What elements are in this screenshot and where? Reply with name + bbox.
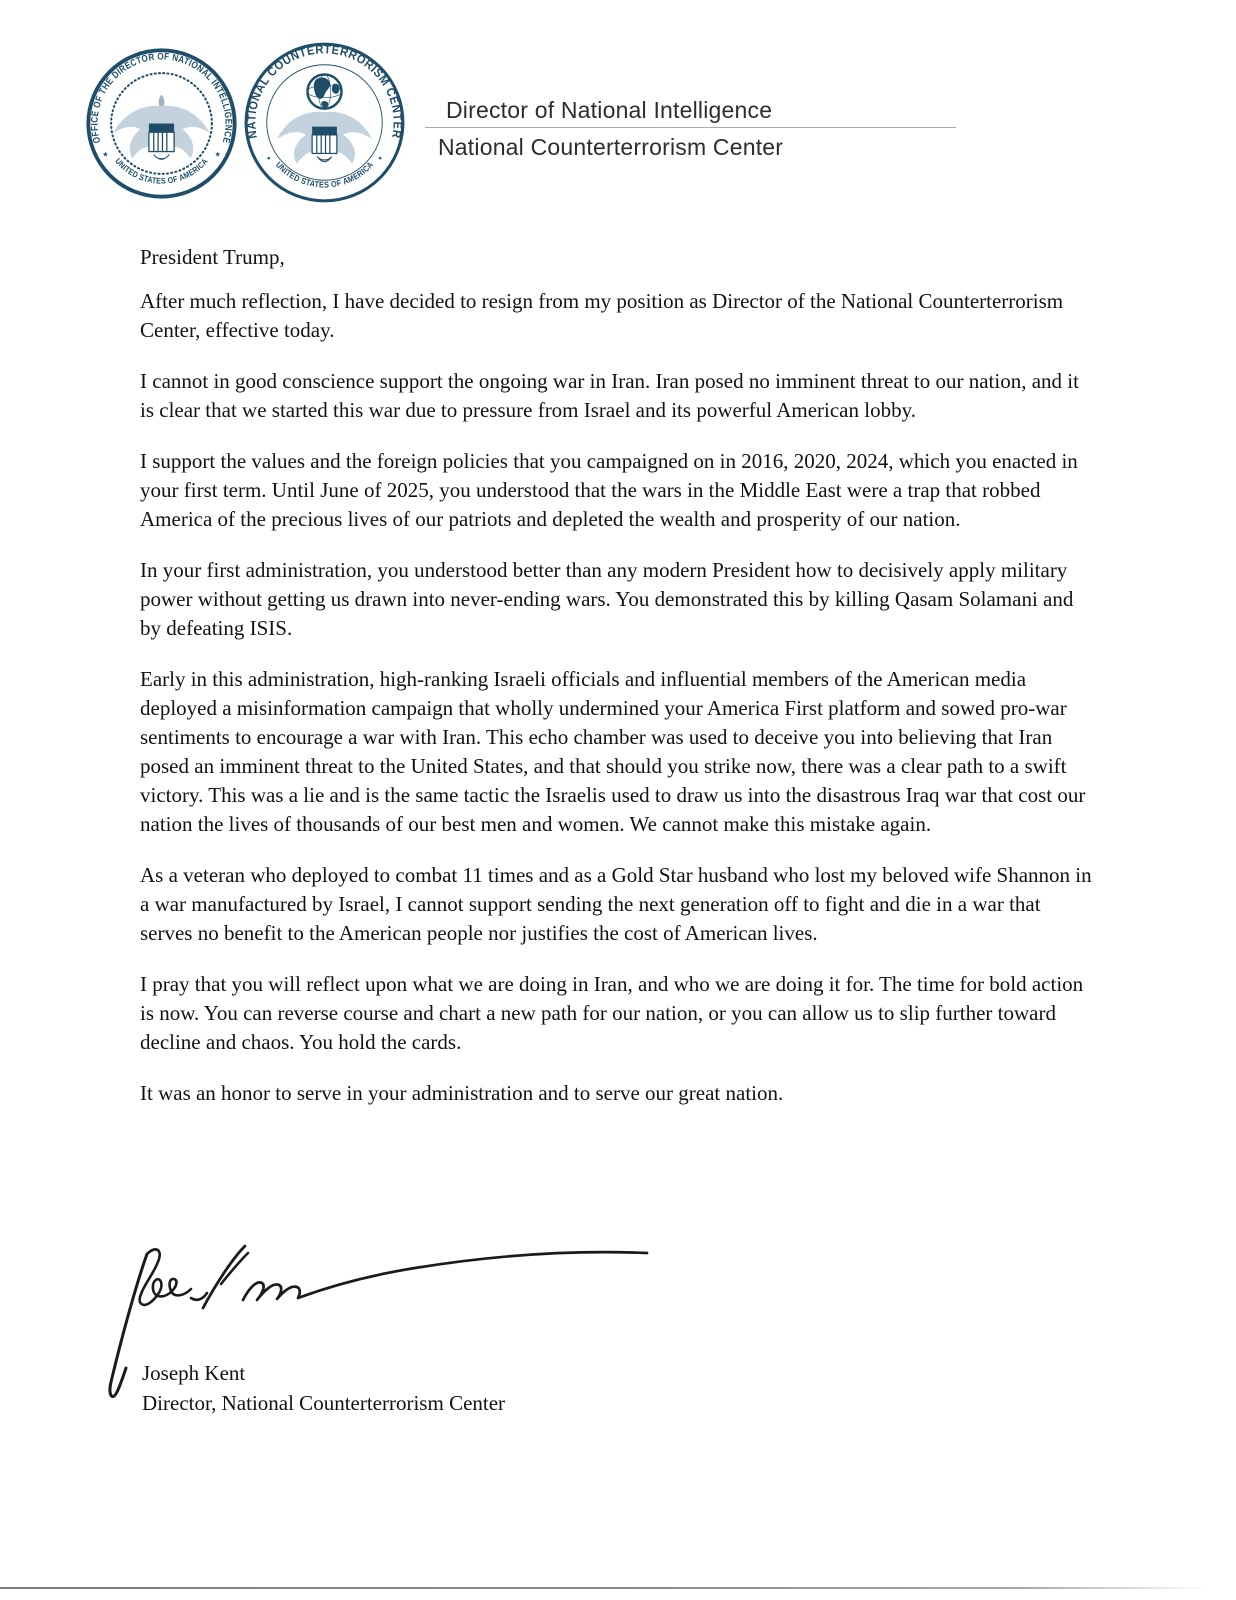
paragraph-honor: It was an honor to serve in your administration and to serve our great nation.	[140, 1081, 784, 1105]
paragraph-veteran: As a veteran who deployed to combat 11 times and as a Gold Star husband who lost my beloved wife Shannon in a war manufactured by Israel, I cannot support sending the next generation off to fight and die in a war that serves no benefit to the American people nor justifies the cost of American lives.	[140, 863, 1092, 945]
letter-body	[140, 243, 1095, 1130]
paragraph-first-administration: In your first administration, you understood better than any modern President how to decisively apply military power without getting us drawn into never-ending wars. You demonstrated this by killing Qasam Solamani and by defeating ISIS.	[140, 558, 1074, 640]
odni-seal-bottom-text: UNITED STATES OF AMERICA	[113, 155, 211, 186]
header-dept-line1: Director of National Intelligence	[446, 97, 773, 123]
scan-artifact-line	[0, 1587, 1208, 1589]
nctc-seal-star-right: ✦	[377, 155, 383, 163]
paragraph-pray: I pray that you will reflect upon what we are doing in Iran, and who we are doing it for. The time for bold action is now. You can reverse course and chart a new path for our nation, or you can allow us to slip further toward decline and chaos. You hold the cards.	[140, 972, 1084, 1054]
salutation: President Trump,	[140, 245, 285, 269]
odni-seal-star-left: ★	[102, 151, 109, 159]
header-divider	[425, 127, 956, 128]
header-dept-line2: National Counterterrorism Center	[438, 134, 784, 160]
nctc-seal-bottom-text: UNITED STATES OF AMERICA	[273, 158, 376, 190]
paragraph-values: I support the values and the foreign policies that you campaigned on in 2016, 2020, 2024, which you enacted in your first term. Until June of 2025, you understood that the wars in the Middle East were a trap that robbed America of the precious lives of our patriots and depleted the wealth and prosperity of our nation.	[140, 449, 1078, 531]
paragraph-conscience: I cannot in good conscience support the ongoing war in Iran. Iran posed no imminent threat to our nation, and it is clear that we started this war due to pressure from Israel and its powerful American lobby.	[140, 369, 1079, 422]
odni-seal-icon	[84, 46, 239, 201]
nctc-seal-icon	[242, 40, 407, 205]
odni-seal-star-right: ★	[214, 151, 221, 159]
closing-title: Director, National Counterterrorism Center	[142, 1391, 506, 1415]
closing-name: Joseph Kent	[142, 1361, 246, 1385]
nctc-seal-top-text: NATIONAL COUNTERTERRORISM CENTER	[244, 42, 405, 141]
nctc-globe-icon	[307, 75, 341, 109]
nctc-seal-star-left: ✦	[266, 155, 272, 163]
paragraph-resignation: After much reflection, I have decided to resign from my position as Director of the National Counterterrorism Center, effective today.	[140, 289, 1064, 342]
closing-block	[142, 1358, 505, 1418]
paragraph-misinformation: Early in this administration, high-ranking Israeli officials and influential members of the American media deployed a misinformation campaign that wholly undermined your America First platform and sowed pro-war sentiments to encourage a war with Iran. This echo chamber was used to deceive you into believing that Iran posed an imminent threat to the United States, and that should you strike now, there was a clear path to a swift victory. This was a lie and is the same tactic the Israelis used to draw us into the disastrous Iraq war that cost our nation the lives of thousands of our best men and women. We cannot make this mistake again.	[140, 667, 1086, 836]
odni-seal-top-text: OFFICE OF THE DIRECTOR OF NATIONAL INTELLIGENCE	[89, 51, 234, 146]
